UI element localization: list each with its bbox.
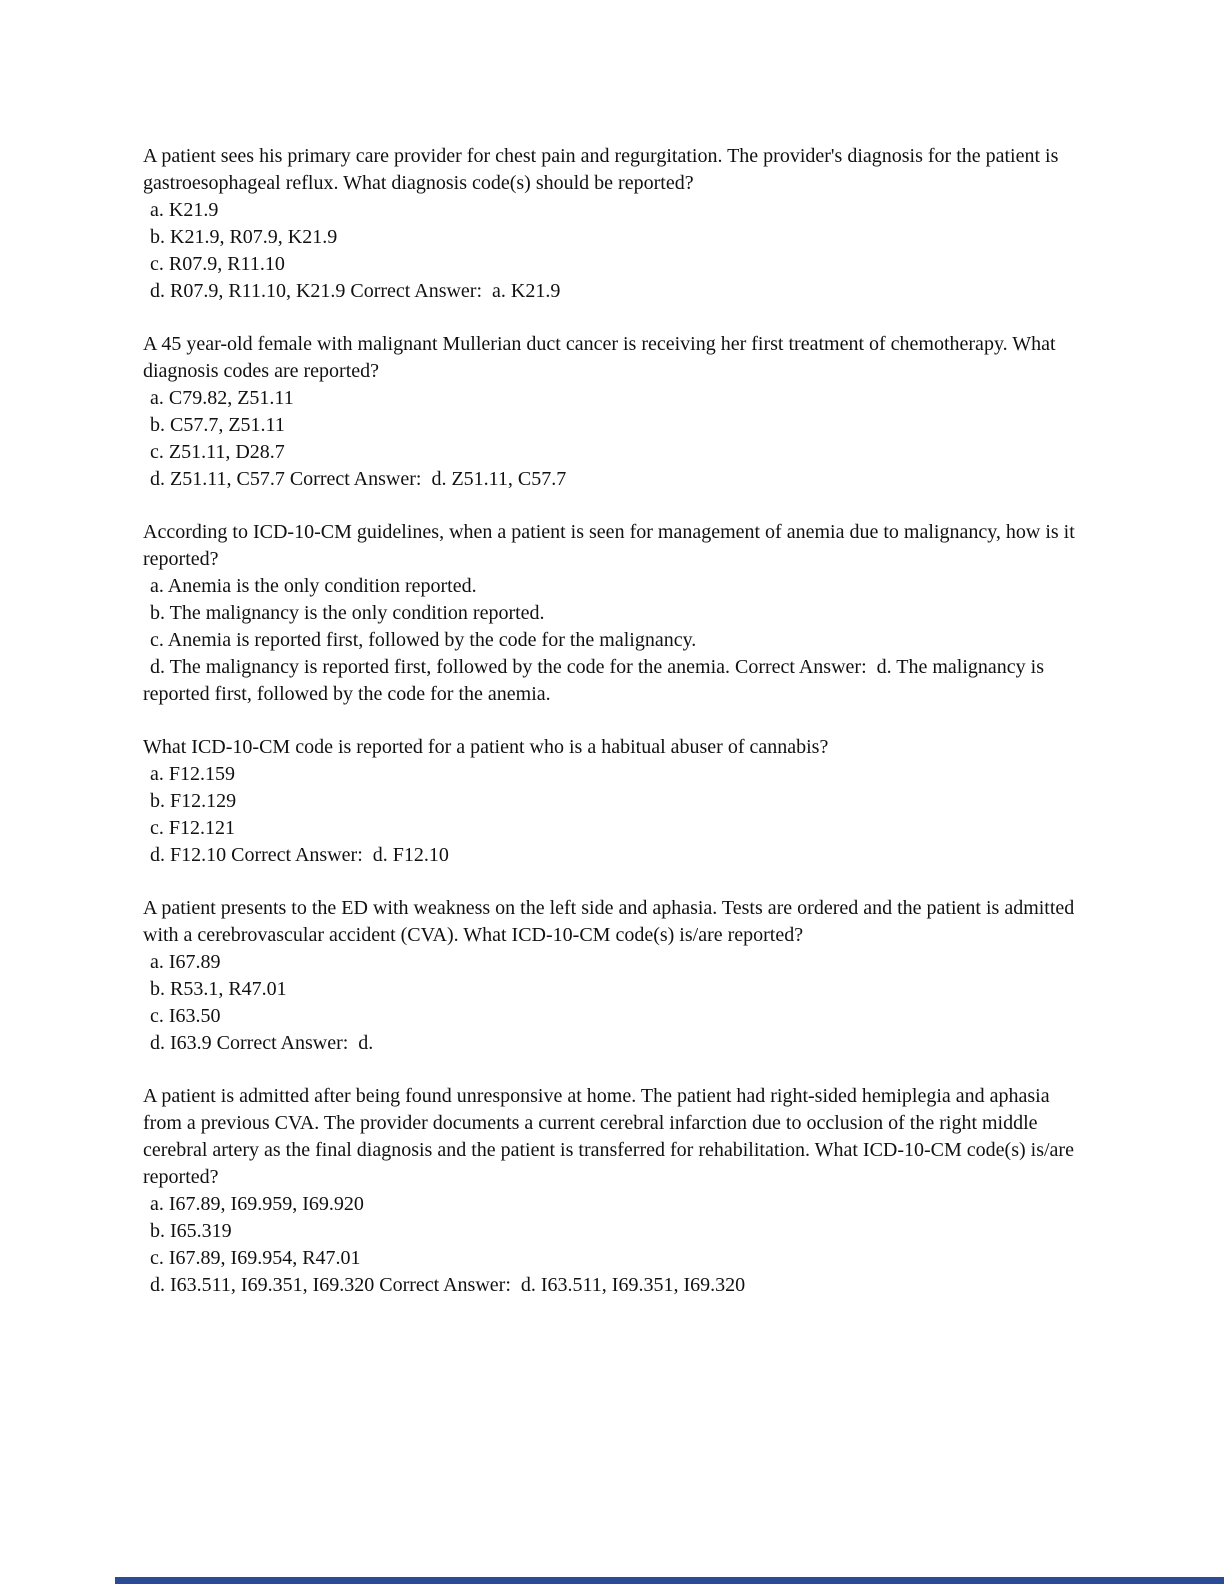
question-block (143, 734, 1083, 869)
answer-option: a. Anemia is the only condition reported. (150, 575, 477, 597)
answer-option: c. Z51.11, D28.7 (150, 441, 285, 463)
question-text: What ICD-10-CM code is reported for a patient who is a habitual abuser of cannabis? (143, 736, 829, 758)
questions-container (143, 143, 1083, 1325)
answer-option: b. C57.7, Z51.11 (150, 414, 285, 436)
answer-option: c. R07.9, R11.10 (150, 253, 285, 275)
question-text: According to ICD-10-CM guidelines, when a patient is seen for management of anemia due to malignancy, how is it reported? (143, 521, 1080, 570)
question-text: A patient sees his primary care provider for chest pain and regurgitation. The provider's diagnosis for the patient is gastroesophageal reflux. What diagnosis code(s) should be reported? (143, 145, 1064, 194)
question-text: A patient is admitted after being found unresponsive at home. The patient had right-sided hemiplegia and aphasia from a previous CVA. The provider documents a current cerebral infarction due to occlusion of the right middle cerebral artery as the final diagnosis and the patient is transferred for rehabilitation. What ICD-10-CM code(s) is/are reported? (143, 1085, 1079, 1188)
question-text: A patient presents to the ED with weakness on the left side and aphasia. Tests are ordered and the patient is admitted with a cerebrovascular accident (CVA). What ICD-10-CM code(s) is/are reported? (143, 897, 1080, 946)
answer-option: a. I67.89 (150, 951, 221, 973)
answer-option: b. I65.319 (150, 1220, 232, 1242)
answer-option: c. F12.121 (150, 817, 235, 839)
question-block (143, 143, 1083, 305)
answer-option: d. F12.10 Correct Answer: d. F12.10 (150, 844, 449, 866)
answer-option: d. The malignancy is reported first, followed by the code for the anemia. Correct Answer: d. The malignancy is reported first, followed by the code for the anemia. (143, 656, 1050, 705)
answer-option: d. I63.9 Correct Answer: d. (150, 1032, 374, 1054)
answer-option: b. F12.129 (150, 790, 237, 812)
answer-option: a. F12.159 (150, 763, 235, 785)
answer-option: c. I63.50 (150, 1005, 221, 1027)
answer-option: d. Z51.11, C57.7 Correct Answer: d. Z51.11, C57.7 (150, 468, 567, 490)
answer-option: c. I67.89, I69.954, R47.01 (150, 1247, 361, 1269)
question-block (143, 519, 1083, 708)
question-text: A 45 year-old female with malignant Mullerian duct cancer is receiving her first treatment of chemotherapy. What diagnosis codes are reported? (143, 333, 1061, 382)
answer-option: a. C79.82, Z51.11 (150, 387, 294, 409)
question-block (143, 331, 1083, 493)
question-block (143, 895, 1083, 1057)
answer-option: b. K21.9, R07.9, K21.9 (150, 226, 338, 248)
answer-option: d. R07.9, R11.10, K21.9 Correct Answer: a. K21.9 (150, 280, 561, 302)
answer-option: a. I67.89, I69.959, I69.920 (150, 1193, 364, 1215)
page-bottom-bar (115, 1577, 1224, 1584)
answer-option: d. I63.511, I69.351, I69.320 Correct Answer: d. I63.511, I69.351, I69.320 (150, 1274, 746, 1296)
answer-option: b. The malignancy is the only condition reported. (150, 602, 545, 624)
question-block (143, 1083, 1083, 1299)
answer-option: a. K21.9 (150, 199, 219, 221)
answer-option: b. R53.1, R47.01 (150, 978, 287, 1000)
answer-option: c. Anemia is reported first, followed by the code for the malignancy. (150, 629, 697, 651)
